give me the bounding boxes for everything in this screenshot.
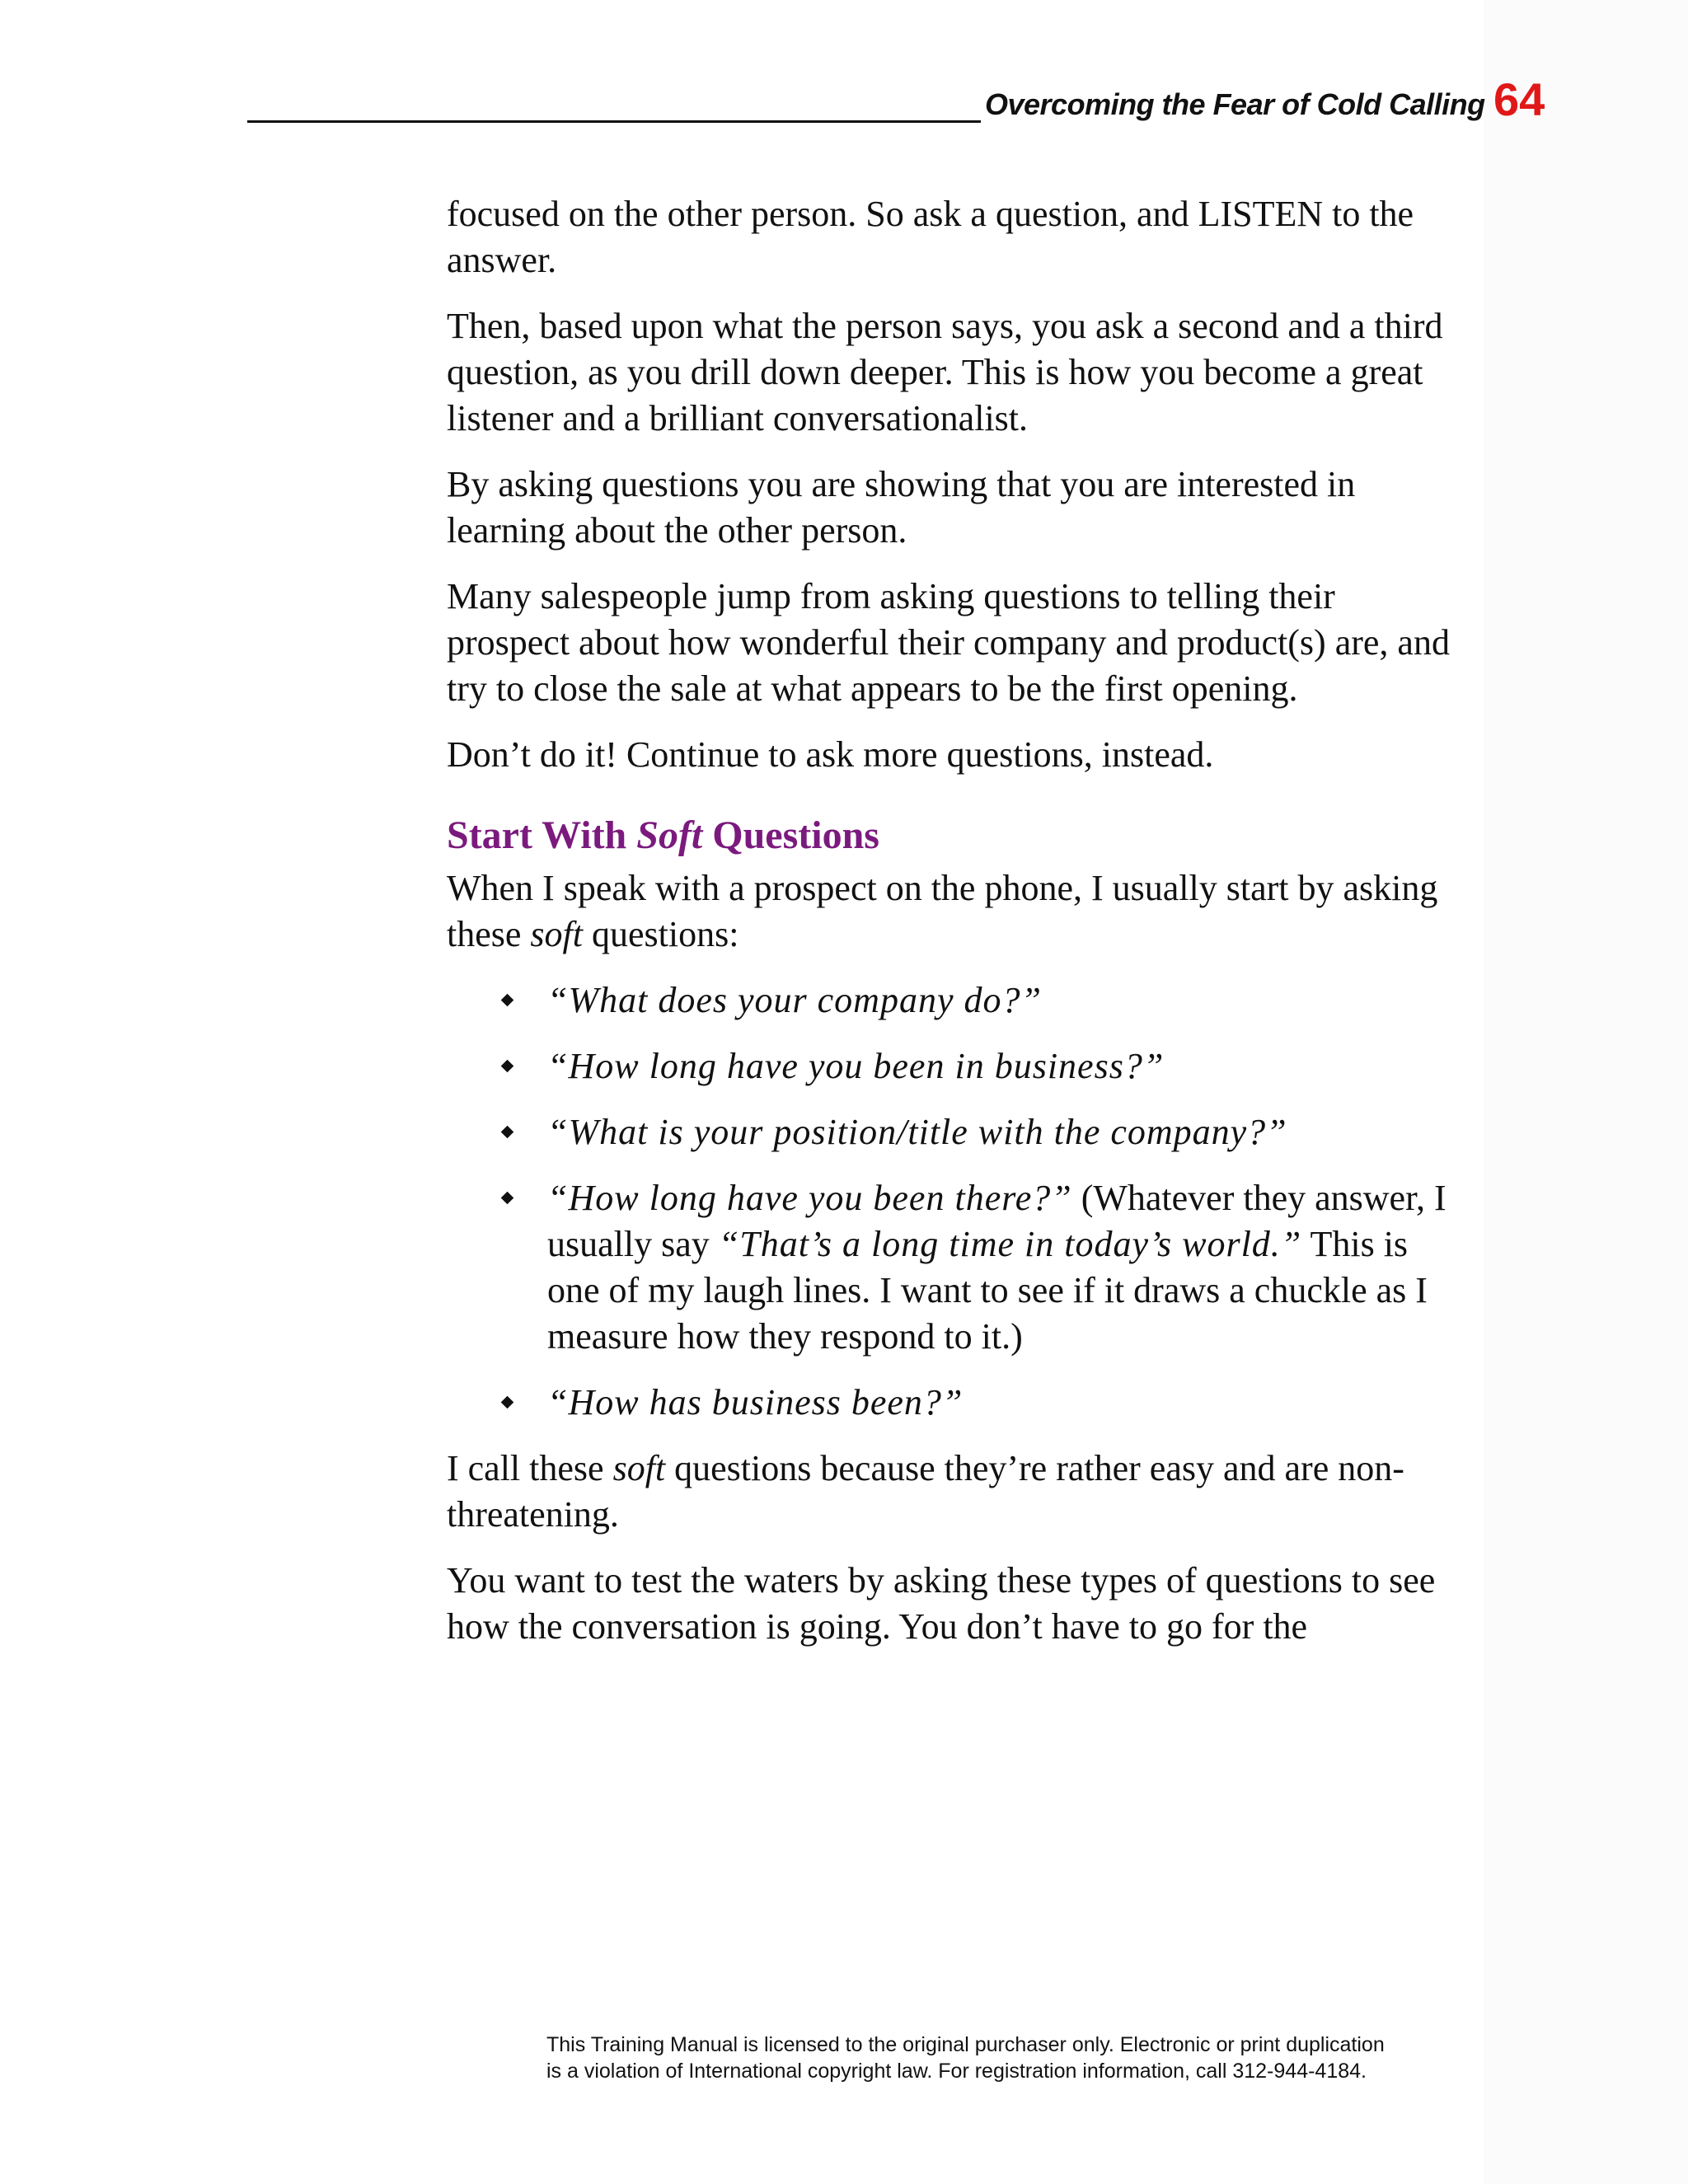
page-number: 64 bbox=[1493, 73, 1545, 125]
question-quote: “How has business been?” bbox=[547, 1382, 964, 1422]
paragraph-text: When I speak with a prospect on the phone, I usually start by asking these bbox=[447, 868, 1438, 954]
question-quote: “How long have you been in business?” bbox=[547, 1046, 1165, 1086]
list-item bbox=[447, 1380, 1452, 1426]
question-list bbox=[447, 977, 1452, 1426]
emphasis: soft bbox=[530, 914, 583, 954]
body-content bbox=[447, 191, 1452, 1670]
paragraph bbox=[447, 865, 1452, 958]
list-item bbox=[447, 1175, 1452, 1360]
paragraph: focused on the other person. So ask a question, and LISTEN to the answer. bbox=[447, 194, 1414, 280]
page-edge-shading bbox=[1484, 0, 1688, 2184]
header-title: Overcoming the Fear of Cold Calling bbox=[985, 87, 1485, 121]
paragraph: Then, based upon what the person says, you ask a second and a third question, as you drill down deeper. This is how you become a great listener and a brilliant conversationalist. bbox=[447, 306, 1443, 438]
quoted-remark: “That’s a long time in today’s world.” bbox=[718, 1224, 1302, 1264]
list-item-text: (Whatever they answer, I usually say bbox=[547, 1178, 1447, 1264]
diamond-bullet-icon bbox=[501, 1396, 514, 1409]
paragraph: By asking questions you are showing that you are interested in learning about the other person. bbox=[447, 464, 1356, 551]
heading-text: Questions bbox=[702, 813, 879, 857]
question-quote: “What is your position/title with the company?” bbox=[547, 1112, 1287, 1152]
diamond-bullet-icon bbox=[501, 1126, 514, 1139]
paragraph: Many salespeople jump from asking questions to telling their prospect about how wonderful their company and product(s) are, and try to close the sale at what appears to be the first opening. bbox=[447, 576, 1450, 709]
footer-line: is a violation of International copyright law. For registration information, call 312-944-4184. bbox=[546, 2060, 1367, 2083]
paragraph: You want to test the waters by asking these types of questions to see how the conversation is going. You don’t have to go for the bbox=[447, 1560, 1436, 1647]
list-item-text: This is one of my laugh lines. I want to see if it draws a chuckle as I measure how they respond to it.) bbox=[547, 1224, 1428, 1357]
paragraph-text: I call these bbox=[447, 1448, 613, 1488]
header-rule bbox=[247, 120, 981, 123]
footer-line: This Training Manual is licensed to the original purchaser only. Electronic or print duplication bbox=[546, 2033, 1385, 2056]
heading-emphasis: Soft bbox=[636, 813, 703, 857]
question-quote: “What does your company do?” bbox=[547, 980, 1042, 1020]
paragraph-text: questions: bbox=[582, 914, 739, 954]
paragraph bbox=[447, 1446, 1452, 1538]
question-quote: “How long have you been there?” bbox=[547, 1178, 1072, 1218]
copyright-footer bbox=[546, 2032, 1453, 2084]
heading-text: Start With bbox=[447, 813, 637, 857]
list-item bbox=[447, 977, 1452, 1024]
paragraph-text: questions because they’re rather easy and are non-threatening. bbox=[447, 1448, 1404, 1535]
running-header bbox=[247, 73, 1566, 130]
paragraph: Don’t do it! Continue to ask more questions, instead. bbox=[447, 734, 1214, 775]
section-heading bbox=[447, 811, 1452, 860]
diamond-bullet-icon bbox=[501, 994, 514, 1007]
list-item bbox=[447, 1043, 1452, 1090]
list-item bbox=[447, 1109, 1452, 1155]
diamond-bullet-icon bbox=[501, 1060, 514, 1073]
diamond-bullet-icon bbox=[501, 1192, 514, 1205]
emphasis: soft bbox=[612, 1448, 666, 1488]
